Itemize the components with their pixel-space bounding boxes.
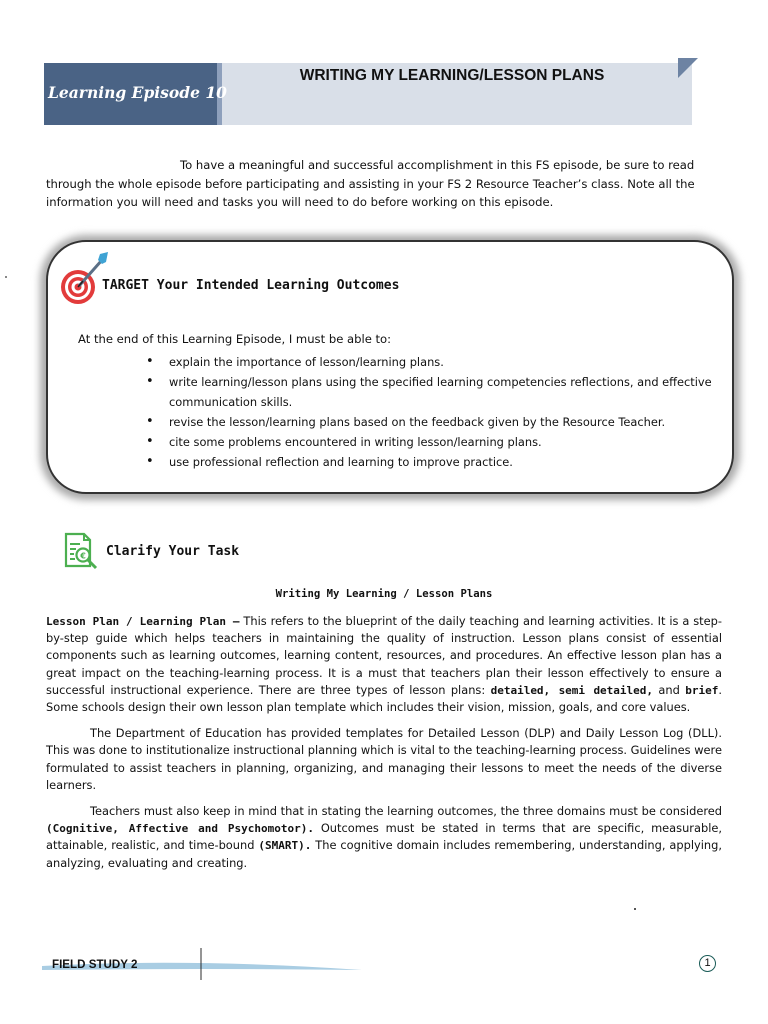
section-subtitle: Writing My Learning / Lesson Plans <box>275 588 493 600</box>
body-text <box>46 613 722 881</box>
paragraph-deped: The Department of Education has provided templates for Detailed Lesson (DLP) and Daily Lesson Log (DLL). This was done to institutionalize instructional planning which is vital to the teaching-learning process. Guidelines were formulated to assist teachers in planning, organizing, and managing their lessons to meet the needs of the diverse learners. <box>46 726 722 792</box>
page-number: 1 <box>699 955 716 972</box>
outcome-item: • write learning/lesson plans using the specified learning competencies reflections, and effective communication skills. <box>146 372 726 412</box>
intro-rest: through the whole episode before participating and assisting in your FS 2 Resource Teacher’s class. Note all the information you will need and tasks you will need to do before working on this episode. <box>46 176 695 209</box>
episode-label-box <box>44 63 227 125</box>
paragraph-domains: Teachers must also keep in mind that in stating the learning outcomes, the three domains must be considered (Cognitive, Affective and Psychomotor). Outcomes must be stated in terms that are specific, measurable, attainable, realistic, and time-bound (SMART). The cognitive domain includes remembering, understanding, applying, analyzing, evaluating and creating. <box>46 804 722 870</box>
outcome-item: • cite some problems encountered in writing lesson/learning plans. <box>146 432 726 452</box>
outcomes-lead: At the end of this Learning Episode, I must be able to: <box>78 332 392 346</box>
paragraph-lesson-plan: Lesson Plan / Learning Plan – This refers to the blueprint of the daily teaching and learning activities. It is a step-by-step guide which helps teachers in maintaining the quality of instruction. Lesson plans consist of essential components such as learning outcomes, learning content, resources, and procedures. An effective lesson plan has a great impact on the teaching-learning process. It is a must that teachers plan their lesson effectively to ensure a successful instructional experience. There are three types of lesson plans: detailed, semi detailed, and brief. Some schools design their own lesson plan template which includes their vision, mission, goals, and core values. <box>46 614 722 715</box>
outcomes-list <box>146 352 726 472</box>
outcome-item: • revise the lesson/learning plans based on the feedback given by the Resource Teacher. <box>146 412 726 432</box>
footer-label: FIELD STUDY 2 <box>52 958 138 971</box>
outcome-item: • explain the importance of lesson/learning plans. <box>146 352 726 372</box>
term-lesson-plan: Lesson Plan / Learning Plan – <box>46 615 240 628</box>
outcome-item: • use professional reflection and learning to improve practice. <box>146 452 726 472</box>
intro-paragraph <box>46 156 706 212</box>
stray-mark <box>634 908 636 910</box>
page-title: WRITING MY LEARNING/LESSON PLANS <box>299 67 605 84</box>
clarify-title: Clarify Your Task <box>106 544 240 559</box>
header-corner-fold <box>678 58 698 78</box>
document-search-icon <box>62 532 102 572</box>
svg-text:€: € <box>80 551 86 561</box>
margin-mark <box>5 276 7 278</box>
episode-label: Learning Episode 10 <box>48 83 227 102</box>
target-title: TARGET Your Intended Learning Outcomes <box>102 278 400 293</box>
intro-line-1: To have a meaningful and successful accomplishment in this FS episode, be sure to read <box>180 158 695 172</box>
